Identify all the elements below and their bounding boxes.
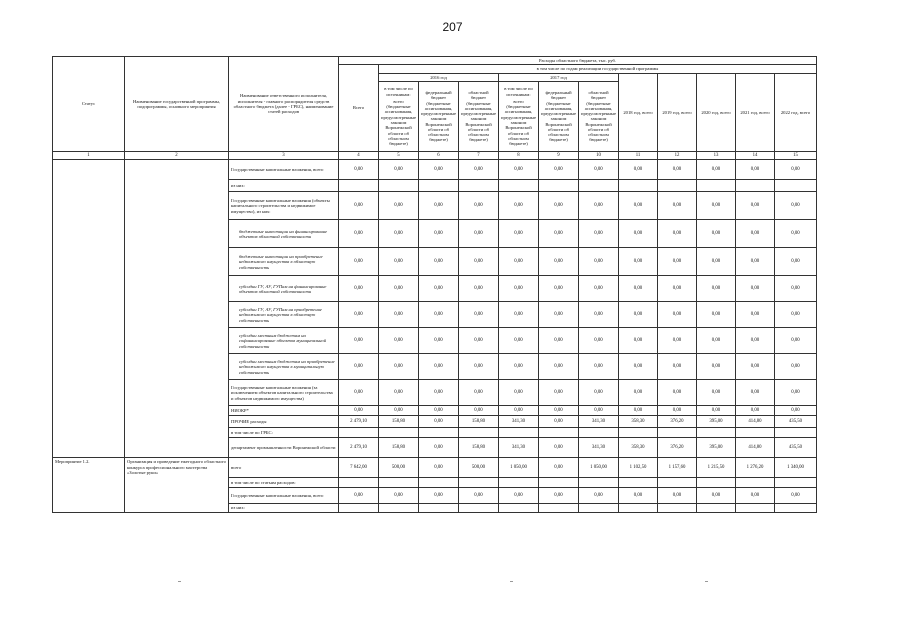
value-cell: 341,30 [579,438,619,458]
row-label: Государственные капитальные вложения, всего [229,160,339,180]
value-cell [579,428,619,438]
value-cell: 0,00 [697,302,736,328]
value-cell: 0,00 [775,248,817,276]
value-cell: 158,80 [379,416,419,428]
column-index-cell: 9 [539,151,579,160]
value-cell: 0,00 [658,302,697,328]
column-index-cell: 14 [736,151,775,160]
value-cell: 0,00 [619,302,658,328]
value-cell [697,180,736,192]
value-cell: 158,80 [459,438,499,458]
value-cell: 0,00 [339,248,379,276]
value-cell: 0,00 [379,302,419,328]
value-cell: 0,00 [736,354,775,380]
value-cell: 0,00 [459,380,499,406]
value-cell: 0,00 [775,220,817,248]
value-cell: 376,20 [658,416,697,428]
value-cell: 0,00 [339,488,379,504]
value-cell [539,428,579,438]
value-cell [379,428,419,438]
value-cell: 0,00 [499,220,539,248]
table-row [53,458,817,478]
measure-name: Организация и проведение ежегодного областного конкурса профессионального мастерства «Золотые руки» [125,458,229,512]
value-cell: 0,00 [499,488,539,504]
value-cell: 1 102,50 [619,458,658,478]
value-cell: 0,00 [379,406,419,416]
header-total: Всего [339,65,379,152]
name-cell [125,160,229,458]
column-index-cell: 2 [125,151,229,160]
column-index-cell: 13 [697,151,736,160]
value-cell: 0,00 [697,488,736,504]
value-cell: 0,00 [697,220,736,248]
value-cell: 0,00 [736,220,775,248]
value-cell: 0,00 [619,276,658,302]
table-header [53,57,817,160]
value-cell: 395,00 [697,438,736,458]
value-cell: 0,00 [379,354,419,380]
value-cell: 0,00 [658,406,697,416]
value-cell: 0,00 [579,406,619,416]
row-label: департамент промышленности Воронежской области [229,438,339,458]
value-cell: 0,00 [379,328,419,354]
value-cell: 0,00 [459,302,499,328]
column-index-cell: 11 [619,151,658,160]
value-cell [539,478,579,488]
value-cell: 1 276,20 [736,458,775,478]
row-label: субсидии ГУ, АУ, ГУПам на приобретение недвижимого имущества в областную собственность [229,302,339,328]
value-cell: 0,00 [539,354,579,380]
value-cell: 0,00 [379,488,419,504]
value-cell: 0,00 [697,380,736,406]
value-cell: 0,00 [499,328,539,354]
value-cell: 414,80 [736,416,775,428]
value-cell [459,478,499,488]
value-cell: 0,00 [658,328,697,354]
value-cell: 0,00 [658,160,697,180]
value-cell [658,428,697,438]
value-cell: 0,00 [419,160,459,180]
value-cell: 1 157,60 [658,458,697,478]
value-cell [339,504,379,512]
value-cell [539,504,579,512]
value-cell: 0,00 [697,406,736,416]
value-cell: 0,00 [459,160,499,180]
value-cell: 0,00 [736,406,775,416]
value-cell: 0,00 [339,220,379,248]
row-label: в том числе по статьям расходов: [229,478,339,488]
value-cell: 0,00 [579,488,619,504]
row-label: субсидии местным бюджетам на приобретение недвижимого имущества в муниципальную собственность [229,354,339,380]
value-cell: 0,00 [539,248,579,276]
value-cell: 0,00 [499,380,539,406]
value-cell: 0,00 [539,488,579,504]
header-expenses: Расходы областного бюджета, тыс. руб. [339,57,817,65]
value-cell: 0,00 [619,192,658,220]
value-cell: 0,00 [579,160,619,180]
value-cell: 0,00 [419,220,459,248]
value-cell: 0,00 [339,380,379,406]
value-cell [539,180,579,192]
value-cell [697,478,736,488]
row-label: Государственные капитальные вложения (объекты капитального строительства и недвижимое имущество), из них: [229,192,339,220]
value-cell: 0,00 [775,406,817,416]
value-cell: 0,00 [419,248,459,276]
value-cell: 0,00 [775,302,817,328]
row-label: Государственные капитальные вложения (за исключением объектов капитального строительства и объектов недвижимого имущества) [229,380,339,406]
value-cell: 0,00 [658,248,697,276]
value-cell: 0,00 [736,276,775,302]
value-cell [379,180,419,192]
value-cell: 341,30 [499,438,539,458]
value-cell [619,478,658,488]
column-index-cell: 6 [419,151,459,160]
value-cell: 0,00 [736,488,775,504]
value-cell: 0,00 [539,276,579,302]
value-cell: 0,00 [775,276,817,302]
row-label: Государственные капитальные вложения, всего [229,488,339,504]
value-cell: 0,00 [539,438,579,458]
value-cell [459,428,499,438]
value-cell: 0,00 [736,380,775,406]
value-cell: 0,00 [539,328,579,354]
value-cell: 0,00 [579,354,619,380]
row-label: всего [229,458,339,478]
value-cell: 0,00 [775,160,817,180]
value-cell [379,504,419,512]
header-year-2017: 2017 год [499,73,619,81]
value-cell: 0,00 [339,160,379,180]
value-cell: 0,00 [658,488,697,504]
status-cell [53,160,125,458]
header-col-10: областной бюджет (бюджетные ассигнования, предусмотренные законом Воронежской области об областном бюджете) [579,81,619,151]
value-cell [339,180,379,192]
value-cell [619,428,658,438]
value-cell [419,180,459,192]
row-label: субсидии местным бюджетам на софинансирование объектов муниципальной собственности [229,328,339,354]
value-cell: 0,00 [775,328,817,354]
value-cell: 0,00 [339,192,379,220]
value-cell: 0,00 [379,248,419,276]
value-cell: 158,80 [379,438,419,458]
value-cell: 0,00 [459,276,499,302]
value-cell [658,478,697,488]
value-cell: 0,00 [697,276,736,302]
value-cell: 0,00 [419,328,459,354]
value-cell: 435,50 [775,416,817,428]
value-cell: 0,00 [658,380,697,406]
value-cell: 0,00 [697,160,736,180]
header-col-9: федеральный бюджет (бюджетные ассигнования, предусмотренные законом Воронежской области об областном бюджете) [539,81,579,151]
value-cell: 0,00 [379,276,419,302]
value-cell: 0,00 [579,276,619,302]
value-cell: 0,00 [697,192,736,220]
value-cell: 0,00 [619,488,658,504]
value-cell: 0,00 [339,276,379,302]
column-index-row [53,151,817,160]
value-cell: 0,00 [658,192,697,220]
value-cell: 0,00 [619,380,658,406]
header-col-7: областной бюджет (бюджетные ассигнования, предусмотренные законом Воронежской области об областном бюджете) [459,81,499,151]
header-col-5: в том числе по источникам: всего (бюджетные ассигнования, предусмотренные законом Воронежской области об областном бюджете) [379,81,419,151]
value-cell: 0,00 [619,248,658,276]
header-col-6: федеральный бюджет (бюджетные ассигнования, предусмотренные законом Воронежской области об областном бюджете) [419,81,459,151]
value-cell: 0,00 [459,354,499,380]
value-cell [419,428,459,438]
value-cell: 0,00 [379,160,419,180]
row-label: из них: [229,504,339,512]
value-cell [775,478,817,488]
value-cell: 0,00 [459,220,499,248]
value-cell: 0,00 [419,276,459,302]
header-col-13: 2020 год, всего [697,73,736,151]
value-cell: 0,00 [459,406,499,416]
value-cell: 1 050,00 [579,458,619,478]
value-cell: 0,00 [736,248,775,276]
column-index-cell: 3 [229,151,339,160]
footer-mark [705,581,708,582]
value-cell [379,478,419,488]
value-cell: 158,80 [459,416,499,428]
value-cell [619,180,658,192]
value-cell: 0,00 [339,354,379,380]
value-cell: 0,00 [619,160,658,180]
header-col-8: в том числе по источникам: всего (бюджетные ассигнования, предусмотренные законом Воронежской области об областном бюджете) [499,81,539,151]
table-row [53,160,817,180]
value-cell [459,180,499,192]
value-cell: 0,00 [539,192,579,220]
value-cell: 0,00 [579,192,619,220]
value-cell: 0,00 [419,458,459,478]
header-by-years: в том числе по годам реализации государственной программы [379,65,817,73]
value-cell [736,478,775,488]
value-cell: 0,00 [499,354,539,380]
value-cell: 0,00 [419,380,459,406]
value-cell: 0,00 [379,192,419,220]
value-cell: 0,00 [697,354,736,380]
value-cell: 0,00 [579,380,619,406]
value-cell: 0,00 [775,192,817,220]
value-cell [697,504,736,512]
value-cell: 0,00 [619,328,658,354]
value-cell: 358,30 [619,438,658,458]
value-cell [419,504,459,512]
value-cell [775,180,817,192]
header-col-14: 2021 год, всего [736,73,775,151]
value-cell: 0,00 [736,302,775,328]
footer-mark [178,581,181,582]
value-cell [658,180,697,192]
value-cell: 0,00 [697,248,736,276]
value-cell: 0,00 [459,328,499,354]
table-body [53,160,817,512]
value-cell [736,428,775,438]
value-cell: 500,00 [379,458,419,478]
value-cell: 0,00 [459,192,499,220]
value-cell: 376,20 [658,438,697,458]
header-col-12: 2019 год, всего [658,73,697,151]
value-cell: 358,30 [619,416,658,428]
value-cell: 0,00 [419,406,459,416]
value-cell [499,428,539,438]
value-cell [339,428,379,438]
column-index-cell: 8 [499,151,539,160]
value-cell: 0,00 [419,488,459,504]
value-cell [459,504,499,512]
column-index-cell: 7 [459,151,499,160]
value-cell: 0,00 [579,248,619,276]
header-incl-2016: в том числе по источникам: [384,86,413,97]
value-cell: 0,00 [339,406,379,416]
column-index-cell: 5 [379,151,419,160]
value-cell: 2 479,10 [339,438,379,458]
column-index-cell: 15 [775,151,817,160]
value-cell [619,504,658,512]
value-cell: 341,30 [499,416,539,428]
value-cell: 414,80 [736,438,775,458]
value-cell: 0,00 [419,416,459,428]
value-cell: 0,00 [736,160,775,180]
column-index-cell: 12 [658,151,697,160]
value-cell: 0,00 [379,380,419,406]
value-cell: 0,00 [658,220,697,248]
budget-table [52,56,817,513]
value-cell: 1 340,00 [775,458,817,478]
value-cell: 0,00 [736,328,775,354]
value-cell: 2 479,10 [339,416,379,428]
value-cell: 0,00 [499,248,539,276]
value-cell: 0,00 [459,248,499,276]
value-cell: 435,50 [775,438,817,458]
column-index-cell: 4 [339,151,379,160]
value-cell [775,428,817,438]
header-year-2016: 2016 год [379,73,499,81]
row-label: субсидии ГУ, АУ, ГУПам на финансирование объектов областной собственности [229,276,339,302]
value-cell: 0,00 [539,458,579,478]
value-cell [579,478,619,488]
value-cell: 0,00 [539,302,579,328]
value-cell [658,504,697,512]
value-cell: 0,00 [539,406,579,416]
value-cell: 0,00 [539,220,579,248]
column-index-cell: 10 [579,151,619,160]
row-label: из них: [229,180,339,192]
value-cell: 0,00 [499,276,539,302]
value-cell: 0,00 [499,160,539,180]
value-cell: 500,00 [459,458,499,478]
value-cell: 0,00 [379,220,419,248]
value-cell: 7 642,00 [339,458,379,478]
value-cell: 0,00 [619,220,658,248]
value-cell: 0,00 [419,302,459,328]
value-cell: 0,00 [658,276,697,302]
value-cell: 0,00 [619,354,658,380]
header-incl-2017: в том числе по источникам: [504,86,533,97]
value-cell [579,180,619,192]
value-cell: 0,00 [658,354,697,380]
value-cell: 0,00 [539,380,579,406]
row-label: в том числе по ГРБС: [229,428,339,438]
value-cell: 341,30 [579,416,619,428]
value-cell: 1 215,50 [697,458,736,478]
row-label: бюджетные инвестиции на приобретение недвижимого имущества в областную собственность [229,248,339,276]
value-cell: 0,00 [499,302,539,328]
value-cell: 395,00 [697,416,736,428]
value-cell: 0,00 [775,380,817,406]
value-cell: 0,00 [459,488,499,504]
row-label: ПРОЧИЕ расходы [229,416,339,428]
row-label: НИОКР* [229,406,339,416]
value-cell: 0,00 [499,406,539,416]
value-cell: 0,00 [775,488,817,504]
value-cell: 0,00 [579,328,619,354]
header-status: Статус [53,57,125,152]
value-cell: 0,00 [579,302,619,328]
value-cell: 0,00 [419,354,459,380]
value-cell: 0,00 [619,406,658,416]
measure-status: Мероприятие 1.2. [53,458,125,512]
value-cell: 0,00 [419,438,459,458]
value-cell: 0,00 [697,328,736,354]
value-cell [499,504,539,512]
value-cell [579,504,619,512]
column-index-cell: 1 [53,151,125,160]
value-cell [499,478,539,488]
value-cell [775,504,817,512]
value-cell [736,504,775,512]
value-cell: 0,00 [339,328,379,354]
value-cell: 0,00 [339,302,379,328]
header-col-15: 2022 год, всего [775,73,817,151]
row-label: бюджетные инвестиции на финансирование объектов областной собственности [229,220,339,248]
value-cell: 0,00 [539,160,579,180]
value-cell [499,180,539,192]
header-responsible: Наименование ответственного исполнителя, исполнителя - главного распорядителя средств областного бюджета (далее - ГРБС), наименование статей расходов [229,57,339,152]
value-cell [419,478,459,488]
value-cell [736,180,775,192]
header-name: Наименование государственной программы, подпрограммы, основного мероприятия [125,57,229,152]
value-cell: 0,00 [419,192,459,220]
value-cell: 1 050,00 [499,458,539,478]
value-cell: 0,00 [499,192,539,220]
value-cell [339,478,379,488]
footer-mark [510,581,513,582]
value-cell: 0,00 [736,192,775,220]
value-cell: 0,00 [775,354,817,380]
value-cell: 0,00 [579,220,619,248]
page-number: 207 [442,20,463,34]
value-cell [697,428,736,438]
value-cell: 0,00 [539,416,579,428]
header-col-11: 2018 год, всего [619,73,658,151]
